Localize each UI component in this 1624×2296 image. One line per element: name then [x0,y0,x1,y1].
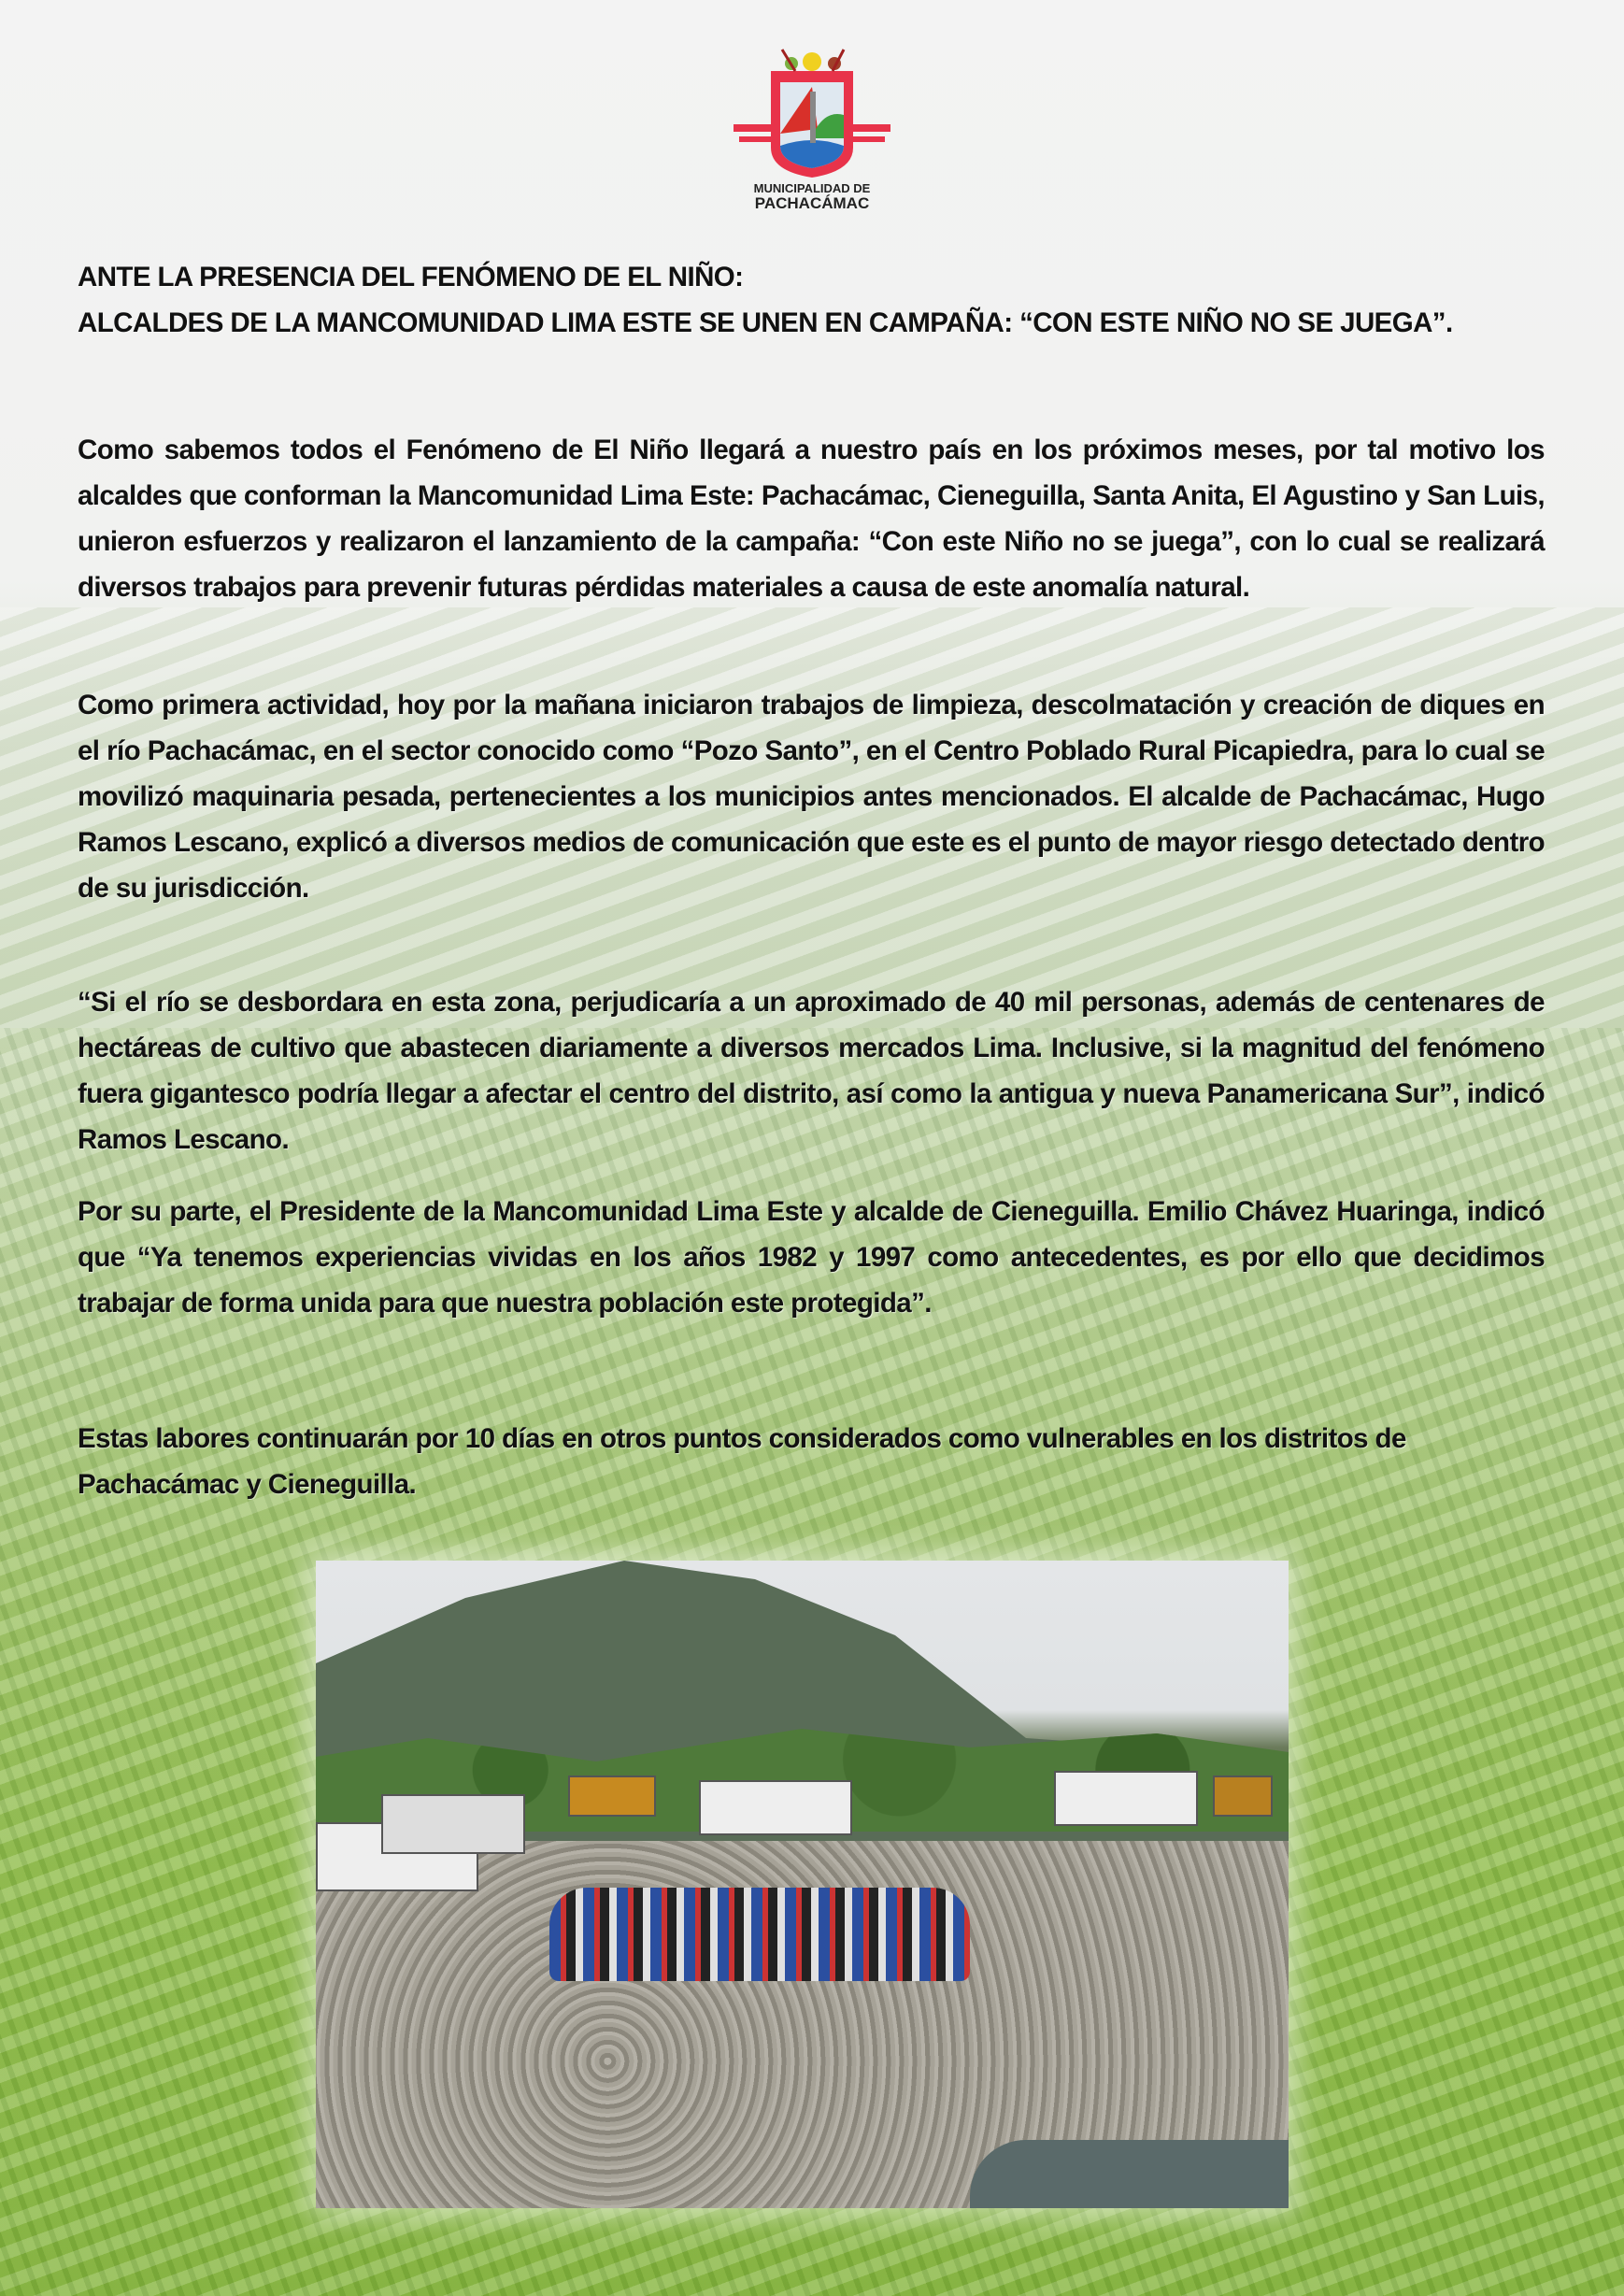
paragraph-text: Por su parte, el Presidente de la Mancomunidad Lima Este y alcalde de Cieneguilla. Emilio Chávez Huaringa, indicó que “Ya tenemos experiencias vividas en los años 1982 y 1997 como antecedentes, es por ello que decidimos trabajar de forma unida para que nuestra población este protegida”. [78,1196,1545,1319]
paragraph-2 [78,682,1545,911]
logo-text-line2: PACHACÁMAC [754,194,870,212]
photo-truck [1054,1771,1198,1826]
photo-loader [1213,1775,1273,1817]
photo-loader [568,1775,656,1817]
logo-text-line1: MUNICIPALIDAD DE [753,181,871,195]
paragraph-text: Como primera actividad, hoy por la mañana iniciaron trabajos de limpieza, descolmatación y creación de diques en el río Pachacámac, en el sector conocido como “Pozo Santo”, en el Centro Poblado Rural Picapiedra, para lo cual se movilizó maquinaria pesada, pertenecientes a los municipios antes mencionados. El alcalde de Pachacámac, Hugo Ramos Lescano, explicó a diversos medios de comunicación que este es el punto de mayor riesgo detectado dentro de su jurisdicción. [78,690,1545,904]
photo-crowd [549,1888,970,1981]
paragraph-text: “Si el río se desbordara en esta zona, perjudicaría a un aproximado de 40 mil personas, además de centenares de hectáreas de cultivo que abastecen diariamente a diversos mercados Lima. Inclusive, si la magnitud del fenómeno fuera gigantesco podría llegar a afectar el centro del distrito, así como la antigua y nueva Panamericana Sur”, indicó Ramos Lescano. [78,987,1545,1155]
paragraph-4 [78,1189,1545,1326]
event-photo [316,1561,1289,2208]
headline-line2: ALCALDES DE LA MANCOMUNIDAD LIMA ESTE SE UNEN EN CAMPAÑA: “CON ESTE NIÑO NO SE JUEGA”. [78,307,1453,338]
paragraph-text: Como sabemos todos el Fenómeno de El Niño llegará a nuestro país en los próximos meses, por tal motivo los alcaldes que conforman la Mancomunidad Lima Este: Pachacámac, Cieneguilla, Santa Anita, El Agustino y San Luis, unieron esfuerzos y realizaron el lanzamiento de la campaña: “Con este Niño no se juega”, con lo cual se realizará diversos trabajos para prevenir futuras pérdidas materiales a causa de este anomalía natural. [78,435,1545,603]
headline-line1: ANTE LA PRESENCIA DEL FENÓMENO DE EL NIÑO: [78,262,744,292]
photo-water [970,2140,1289,2208]
paragraph-3 [78,979,1545,1162]
photo-truck [381,1794,525,1854]
paragraph-5 [78,1416,1545,1507]
headline [78,254,1545,346]
coat-of-arms-icon [734,45,890,181]
paragraph-text: Estas labores continuarán por 10 días en otros puntos considerados como vulnerables en los distritos de Pachacámac y Cieneguilla. [78,1423,1406,1500]
photo-truck [699,1780,852,1835]
paragraph-1 [78,427,1545,610]
municipality-logo [734,45,890,219]
